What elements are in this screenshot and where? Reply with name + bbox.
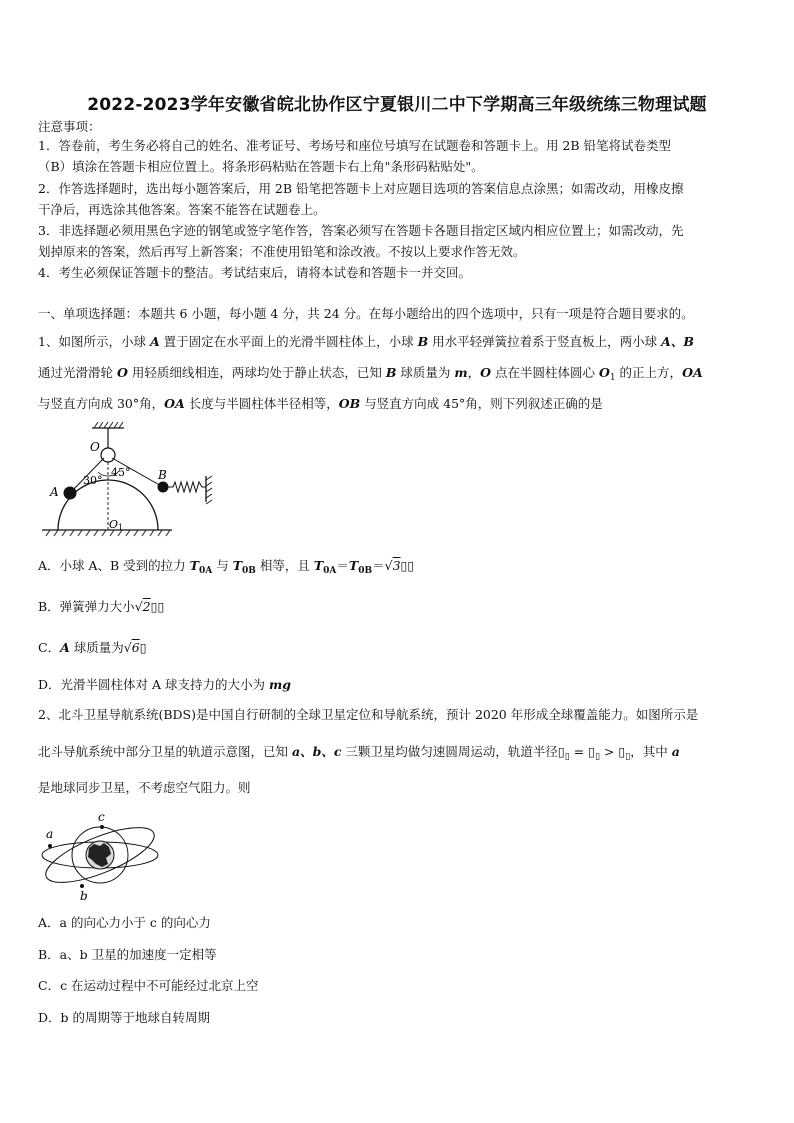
label-A: A <box>50 485 59 499</box>
q1-stem-line1: 1、如图所示，小球 A 置于固定在水平面上的光滑半圆柱体上，小球 B 用水平轻弹簧拉着系于竖直板上，两小球 A、B <box>38 334 694 349</box>
q2-option-D: D．b 的周期等于地球自转周期 <box>38 1010 210 1025</box>
label-B: B <box>158 468 167 482</box>
sqrt-icon: √ <box>123 640 132 655</box>
q2-stem-line2: 北斗导航系统中部分卫星的轨道示意图，已知 a、b、c 三颗卫星均做匀速圆周运动，轨道半径$▯_▯$ = $▯_▯$ > $▯_▯$，其中 a <box>38 744 680 762</box>
q2-option-B: B．a、b 卫星的加速度一定相等 <box>38 947 217 962</box>
notice-line: 2．作答选择题时，选出每小题答案后，用 2B 铅笔把答题卡上对应题目选项的答案信息点涂黑；如需改动，用橡皮擦 <box>38 181 684 196</box>
satellite-a <box>48 844 52 848</box>
q2-stem-line3: 是地球同步卫星，不考虑空气阻力。则 <box>38 780 251 795</box>
notice-line: 4．考生必须保证答题卡的整洁。考试结束后，请将本试卷和答题卡一并交回。 <box>38 265 471 280</box>
notice-line: （B）填涂在答题卡相应位置上。将条形码粘贴在答题卡右上角"条形码粘贴处"。 <box>38 159 484 174</box>
q1-stem-line3: 与竖直方向成 30°角，OA 长度与半圆柱体半径相等，OB 与竖直方向成 45°角，则下列叙述正确的是 <box>38 396 603 411</box>
q1-option-A: A．小球 A、B 受到的拉力 $T_{0A}$ 与 $T_{0B}$ 相等，且 $T_{0A}=T_{0B}=√3▯▯$ <box>38 558 415 576</box>
ground-hatch <box>46 530 170 536</box>
notice-line: 干净后，再选涂其他答案。答案不能答在试题卷上。 <box>38 202 326 217</box>
satellite-b <box>80 884 84 888</box>
label-b: b <box>80 889 88 903</box>
sqrt-icon: √ <box>384 558 393 573</box>
notice-line: 划掉原来的答案，然后再写上新答案；不准使用铅笔和涂改液。不按以上要求作答无效。 <box>38 244 526 259</box>
section-heading: 一、单项选择题：本题共 6 小题，每小题 4 分，共 24 分。在每小题给出的四个选项中，只有一项是符合题目要求的。 <box>38 306 694 321</box>
label-angle-45: 45° <box>111 466 131 479</box>
notice-heading: 注意事项： <box>38 119 101 134</box>
label-c: c <box>98 810 105 824</box>
ball-B <box>158 482 169 493</box>
sqrt-icon: √ <box>134 599 143 614</box>
q2-option-C: C．c 在运动过程中不可能经过北京上空 <box>38 978 259 993</box>
ceiling-hatch <box>94 422 123 428</box>
q1-option-D: D．光滑半圆柱体对 A 球支持力的大小为 mg <box>38 677 291 692</box>
label-angle-30: 30° <box>83 474 103 487</box>
pulley-icon <box>101 448 115 462</box>
label-O1-sub: 1 <box>118 523 124 532</box>
notice-line: 3．非选择题必须用黑色字迹的钢笔或签字笔作答，答案必须写在答题卡各题目指定区域内相应位置上；如需改动，先 <box>38 223 684 238</box>
q1-stem-line2: 通过光滑滑轮 O 用轻质细线相连，两球均处于静止状态，已知 B 球质量为 m，O 点在半圆柱体圆心 $O_1$ 的正上方，OA <box>38 365 703 383</box>
spring-icon <box>168 482 206 492</box>
wall-hatch <box>206 476 212 504</box>
q1-option-C: C．A 球质量为√6▯ <box>38 640 147 655</box>
q1-option-B: B．弹簧弹力大小√2▯▯ <box>38 599 165 614</box>
q1-figure <box>38 418 228 543</box>
q2-option-A: A．a 的向心力小于 c 的向心力 <box>38 915 211 930</box>
page-title: 2022-2023学年安徽省皖北协作区宁夏银川二中下学期高三年级统练三物理试题 <box>87 95 707 115</box>
ball-A <box>64 487 77 500</box>
label-O: O <box>90 440 100 454</box>
satellite-c <box>100 825 104 829</box>
label-O1: O <box>109 518 119 531</box>
label-a: a <box>46 827 54 841</box>
notice-line: 1．答卷前，考生务必将自己的姓名、准考证号、考场号和座位号填写在试题卷和答题卡上。用 2B 铅笔将试卷类型 <box>38 138 672 153</box>
q2-figure <box>36 810 166 905</box>
q2-stem-line1: 2、北斗卫星导航系统(BDS)是中国自行研制的全球卫星定位和导航系统，预计 2020 年形成全球覆盖能力。如图所示是 <box>38 707 699 722</box>
